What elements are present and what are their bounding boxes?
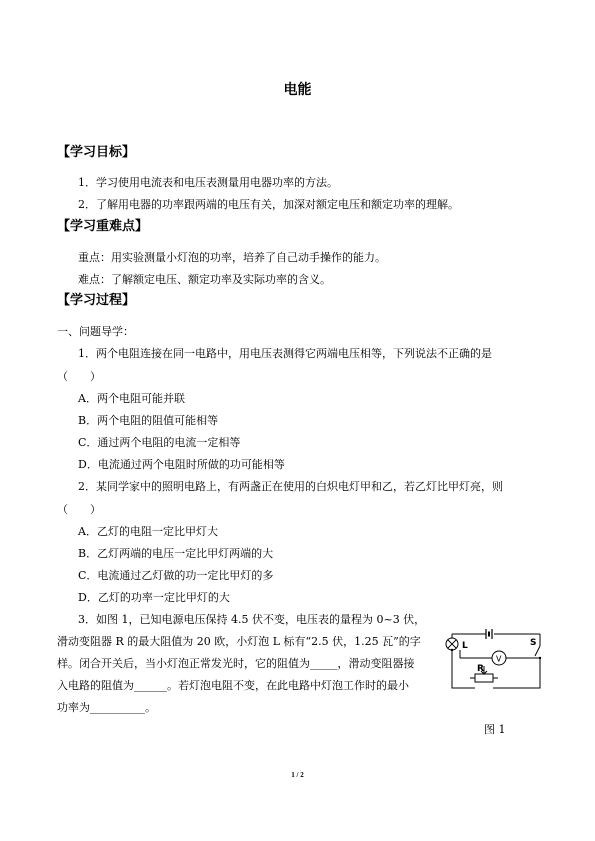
key-point-difficulty: 难点：了解额定电压、额定功率及实际功率的含义。 (78, 273, 331, 286)
rheostat-label: R (477, 664, 484, 674)
lamp-label: L (462, 641, 468, 651)
question-2-paren: （ ） (57, 503, 101, 516)
page-number: 1 / 2 (291, 771, 304, 779)
question-2-option: B．乙灯两端的电压一定比甲灯两端的大 (78, 547, 274, 560)
question-1-option: D．电流通过两个电阻时所做的功可能相等 (78, 458, 285, 471)
question-3-text: 入电路的阻值为______。若灯泡电阻不变，在此电路中灯泡工作时的最小 (57, 679, 409, 692)
section-heading-goals: 【学习目标】 (57, 145, 136, 160)
question-1-option: A．两个电阻可能并联 (78, 392, 185, 405)
question-3-text: 样。闭合开关后，当小灯泡正常发光时，它的阻值为_____，滑动变阻器接 (57, 657, 415, 670)
section-heading-key-points: 【学习重难点】 (57, 219, 149, 234)
question-3-text: 滑动变阻器 R 的最大阻值为 20 欧，小灯泡 L 标有“2.5 伏，1.25 瓦”的字 (57, 635, 421, 648)
question-1-option: C．通过两个电阻的电流一定相等 (78, 436, 241, 449)
circuit-diagram (440, 620, 550, 700)
goal-item: 1．学习使用电流表和电压表测量用电器功率的方法。 (78, 176, 338, 189)
question-2-stem: 2．某同学家中的照明电路上，有两盏正在使用的白炽电灯甲和乙，若乙灯比甲灯亮，则 (78, 480, 503, 493)
question-3-text: 功率为__________。 (57, 701, 156, 714)
process-intro: 一、问题导学： (57, 325, 134, 338)
question-2-option: A．乙灯的电阻一定比甲灯大 (78, 525, 218, 538)
question-3-text: 3．如图 1，已知电源电压保持 4.5 伏不变，电压表的量程为 0~3 伏， (78, 613, 426, 626)
voltmeter-label: V (496, 654, 502, 664)
question-1-stem: 1．两个电阻连接在同一电路中，用电压表测得它两端电压相等，下列说法不正确的是 (78, 347, 492, 360)
goal-item: 2．了解用电器的功率跟两端的电压有关，加深对额定电压和额定功率的理解。 (78, 198, 459, 211)
section-heading-process: 【学习过程】 (57, 293, 136, 308)
question-2-option: C．电流通过乙灯做的功一定比甲灯的多 (78, 569, 274, 582)
question-2-option: D．乙灯的功率一定比甲灯的大 (78, 591, 230, 604)
page-title: 电能 (283, 82, 312, 98)
question-1-option: B．两个电阻的阻值可能相等 (78, 414, 219, 427)
switch-label: S (530, 638, 537, 648)
key-point-focus: 重点：用实验测量小灯泡的功率，培养了自己动手操作的能力。 (78, 251, 386, 264)
question-1-paren: （ ） (57, 370, 101, 383)
figure-caption: 图 1 (484, 723, 506, 736)
